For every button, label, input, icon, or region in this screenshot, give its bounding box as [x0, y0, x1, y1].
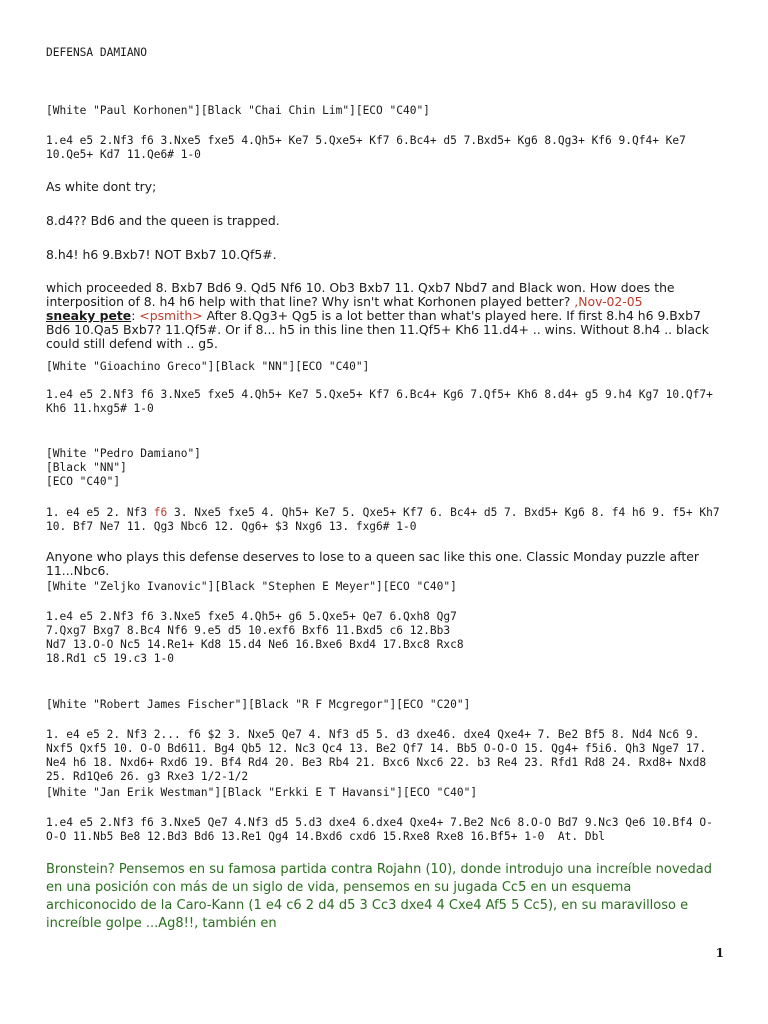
comment-h4: 8.h4! h6 9.Bxb7! NOT Bxb7 10.Qf5#.	[46, 247, 277, 262]
comment-text-a: which proceeded 8. Bxb7 Bd6 9. Qd5 Nf6 10. Ob3 Bxb7 11. Qxb7 Nbd7 and Black won. How does the interposition of 8. h4 h6 help with that line? Why isn't what Korhonen played better?	[46, 280, 675, 309]
game3-moves-a: 1. e4 e5 2. Nf3	[46, 506, 154, 519]
comment-d4: 8.d4?? Bd6 and the queen is trapped.	[46, 213, 280, 228]
game5-header: [White "Robert James Fischer"][Black "R F Mcgregor"][ECO "C20"]	[46, 698, 471, 711]
comment-date: ,Nov-02-05	[570, 294, 643, 309]
game5-moves: 1. e4 e5 2. Nf3 2... f6 $2 3. Nxe5 Qe7 4. Nf3 d5 5. d3 dxe46. dxe4 Qxe4+ 7. Be2 Bf5 8. Nd4 Nc6 9. Nxf5 Qxf5 10. O-O Bd611. Bg4 Qb5 12. Nc3 Qc4 13. Be2 Qf7 14. Bb5 O-O-O 15. Qg4+ f5i6. Qh3 Nge7 17. Ne4 h6 18. Nxd6+ Rxd6 19. Bf4 Rd4 20. Be3 Rb4 21. Bxc6 Nxc6 22. b3 Re4 23. Rfd1 Rd8 24. Rxd8+ Nxd8 25. Rd1Qe6 26. g3 Rxe3 1/2-1/2	[46, 728, 713, 783]
page-number: 1	[715, 946, 724, 960]
game1-header: [White "Paul Korhonen"][Black "Chai Chin Lim"][ECO "C40"]	[46, 104, 430, 117]
forum-comment	[46, 281, 722, 351]
game3-eco: [ECO "C40"]	[46, 475, 121, 488]
comment-anyone: Anyone who plays this defense deserves to lose to a queen sac like this one. Classic Monday puzzle after 11...Nbc6.	[46, 549, 699, 578]
game3-moves-b: 3. Nxe5 fxe5 4. Qh5+ Ke7 5. Qxe5+ Kf7 6. Bc4+ d5 7. Bxd5+ Kg6 8. f4 h6 9. f5+ Kh7 10. Bf7 Ne7 11. Qg3 Nbc6 12. Qg6+ $3 Nxg6 13. fxg6# 1-0	[46, 506, 727, 533]
comment-try: As white dont try;	[46, 179, 157, 194]
game4-moves: 1.e4 e5 2.Nf3 f6 3.Nxe5 fxe5 4.Qh5+ g6 5.Qxe5+ Qe7 6.Qxh8 Qg7 7.Qxg7 Bxg7 8.Bc4 Nf6 9.e5 d5 10.exf6 Bxf6 11.Bxd5 c6 12.Bb3 Nd7 13.O-O Nc5 14.Re1+ Kd8 15.d4 Ne6 16.Bxe6 Bxd4 17.Bxc8 Rxc8 18.Rd1 c5 19.c3 1-0	[46, 610, 464, 665]
game3-white: [White "Pedro Damiano"]	[46, 447, 201, 460]
game2-moves: 1.e4 e5 2.Nf3 f6 3.Nxe5 fxe5 4.Qh5+ Ke7 5.Qxe5+ Kf7 6.Bc4+ Kg6 7.Qf5+ Kh6 8.d4+ g5 9.h4 Kg7 10.Qf7+ Kh6 11.hxg5# 1-0	[46, 388, 720, 415]
game3-moves	[46, 506, 727, 534]
comment-text-b: After 8.Qg3+ Qg5 is a lot better than what's played here. If first 8.h4 h6 9.Bxb7 Bd6 10.Qa5 Bxb7? 11.Qf5#. Or if 8... h5 in this line then 11.Qf5+ Kh6 11.d4+ .. wins. Without 8.h4 .. black could still defend with .. g5.	[46, 308, 709, 351]
game2-header: [White "Gioachino Greco"][Black "NN"][ECO "C40"]	[46, 360, 370, 373]
game6-moves: 1.e4 e5 2.Nf3 f6 3.Nxe5 Qe7 4.Nf3 d5 5.d3 dxe4 6.dxe4 Qxe4+ 7.Be2 Nc6 8.O-O Bd7 9.Nc3 Qe6 10.Bf4 O-O-O 11.Nb5 Be8 12.Bd3 Bd6 13.Re1 Qg4 14.Bxd6 cxd6 15.Rxe8 Rxe8 16.Bf5+ 1-0 At. Dbl	[46, 816, 713, 843]
spanish-paragraph: Bronstein? Pensemos en su famosa partida contra Rojahn (10), donde introdujo una increíble novedad en una posición con más de un siglo de vida, pensemos en su jugada Cc5 en un esquema archiconocido de la Caro-Kann (1 e4 c6 2 d4 d5 3 Cc3 dxe4 4 Cxe4 Af5 5 Cc5), en su maravilloso e increíble golpe ...Ag8!!, también en	[46, 862, 712, 931]
comment-username-link[interactable]: sneaky pete	[46, 308, 132, 323]
game1-moves: 1.e4 e5 2.Nf3 f6 3.Nxe5 fxe5 4.Qh5+ Ke7 5.Qxe5+ Kf7 6.Bc4+ d5 7.Bxd5+ Kg6 8.Qg3+ Kf6 9.Qf4+ Ke7 10.Qe5+ Kd7 11.Qe6# 1-0	[46, 134, 693, 161]
game4-header: [White "Zeljko Ivanovic"][Black "Stephen E Meyer"][ECO "C40"]	[46, 580, 457, 593]
game3-highlight-move: f6	[153, 506, 168, 519]
game3-black: [Black "NN"]	[46, 461, 127, 474]
comment-quote-tag: <psmith>	[139, 308, 203, 323]
comment-colon: :	[131, 308, 140, 323]
game6-header: [White "Jan Erik Westman"][Black "Erkki E T Havansi"][ECO "C40"]	[46, 786, 478, 799]
document-title: DEFENSA DAMIANO	[46, 46, 148, 59]
